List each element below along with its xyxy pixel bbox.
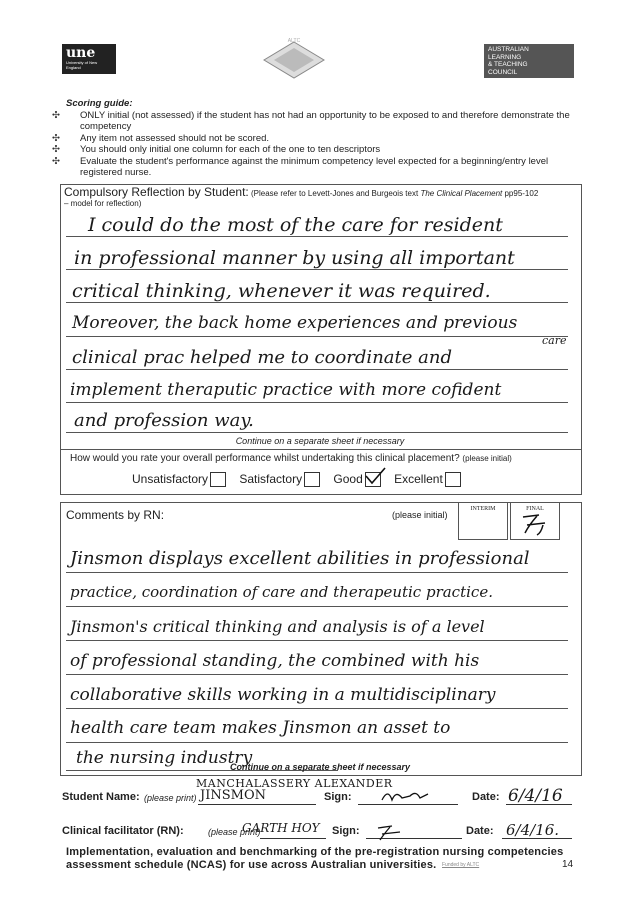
reflection-heading: Compulsory Reflection by Student: <box>64 185 249 199</box>
rating-question-row <box>70 453 580 464</box>
rn-comment-line: collaborative skills working in a multidisciplinary <box>70 685 496 705</box>
reflection-line: and profession way. <box>74 410 254 431</box>
interim-box[interactable] <box>458 502 508 540</box>
scoring-guide-item: ✣ ONLY initial (not assessed) if the student has not had an opportunity to be exposed to and therefore demonstrate the competency <box>52 109 570 132</box>
student-row <box>62 788 582 810</box>
writing-line <box>66 742 568 743</box>
altc-line-2: LEARNING <box>488 53 522 61</box>
reflection-line: I could do the most of the care for resident <box>88 214 503 236</box>
rating-question: How would you rate your overall performance whilst undertaking this clinical placement? <box>70 453 460 464</box>
student-sign-label: Sign: <box>324 791 352 803</box>
writing-line <box>66 269 568 270</box>
cross-bullet-icon: ✣ <box>52 155 60 167</box>
writing-line <box>66 640 568 641</box>
reflection-care-insert: care <box>542 334 567 347</box>
reflection-line: critical thinking, whenever it was required. <box>72 280 491 302</box>
rating-options <box>132 472 572 487</box>
diamond-logo-icon <box>262 40 326 80</box>
cross-bullet-icon: ✣ <box>52 109 60 121</box>
scoring-guide-item: ✣ You should only initial one column for each of the one to ten descriptors <box>52 144 381 155</box>
facilitator-row <box>62 822 582 844</box>
writing-line <box>66 336 568 337</box>
rn-continue-note: Continue on a separate sheet if necessary <box>230 762 411 772</box>
rating-question-note: (please initial) <box>462 454 512 463</box>
scoring-guide-title: Scoring guide: <box>66 98 133 109</box>
final-box[interactable] <box>510 502 560 540</box>
footer-line-1: Implementation, evaluation and benchmarking of the pre-registration nursing competencies <box>66 846 564 858</box>
student-name-value: JINSMON <box>200 788 266 803</box>
rn-please-initial: (please initial) <box>392 510 448 520</box>
checkbox[interactable] <box>304 472 320 487</box>
writing-line <box>66 572 568 573</box>
footer-line-2: assessment schedule (NCAS) for use across Australian universities. <box>66 859 437 871</box>
student-print-hint: (please print) <box>144 793 197 803</box>
reflection-continue-note: Continue on a separate sheet if necessary <box>235 436 405 446</box>
reflection-pages: pp95-102 <box>502 189 539 198</box>
reflection-line: in professional manner by using all important <box>74 247 515 269</box>
checkbox[interactable] <box>210 472 226 487</box>
rn-comments-heading: Comments by RN: <box>66 508 165 522</box>
altc-line-4: COUNCIL <box>488 68 518 76</box>
writing-line <box>66 236 568 237</box>
facilitator-signature-icon <box>374 822 404 842</box>
facilitator-date-value: 6/4/16. <box>506 821 560 839</box>
checkmark-icon <box>364 467 386 485</box>
facilitator-name-value: GARTH HOY <box>242 821 320 835</box>
student-name-above: MANCHALASSERY ALEXANDER <box>196 777 393 790</box>
writing-line <box>66 432 568 433</box>
student-date-label: Date: <box>472 791 500 803</box>
rn-comment-line: Jinsmon's critical thinking and analysis is of a level <box>70 617 485 636</box>
rating-option-unsatisfactory[interactable]: Unsatisfactory <box>132 472 229 486</box>
student-name-label: Student Name: <box>62 791 140 803</box>
une-logo <box>62 44 116 74</box>
cross-bullet-icon: ✣ <box>52 132 60 144</box>
rn-comment-line: of professional standing, the combined with his <box>70 651 480 671</box>
facilitator-date-label: Date: <box>466 825 494 837</box>
rating-option-excellent[interactable]: Excellent <box>394 472 461 486</box>
writing-line <box>66 302 568 303</box>
rating-option-good[interactable]: Good <box>333 472 384 486</box>
altc-logo <box>484 44 574 78</box>
reflection-line: clinical prac helped me to coordinate and <box>72 347 452 368</box>
interim-label: INTERIM <box>470 506 496 512</box>
scoring-guide <box>52 98 578 179</box>
reflection-instruction: (Please refer to Levett-Jones and Burgeois text <box>251 189 421 198</box>
altc-line-3: & TEACHING <box>488 61 528 68</box>
writing-line <box>66 674 568 675</box>
scoring-guide-item: ✣ Evaluate the student's performance against the minimum competency level expected for a beginning/entry level registered nurse. <box>52 155 549 178</box>
facilitator-print-hint: (please print) <box>208 827 261 837</box>
reflection-line: Moreover, the back home experiences and previous <box>72 313 518 333</box>
cross-bullet-icon: ✣ <box>52 144 60 155</box>
rn-comment-line: health care team makes Jinsmon an asset to <box>70 718 451 738</box>
page-number: 14 <box>562 859 574 870</box>
une-logo-text: une <box>66 45 96 61</box>
facilitator-sign-label: Sign: <box>332 825 360 837</box>
checkbox[interactable] <box>445 472 461 487</box>
initial-mark-icon <box>515 511 555 537</box>
reflection-book: The Clinical Placement <box>420 189 503 198</box>
footer-small-note: Funded by ALTC <box>442 862 480 868</box>
student-date-value: 6/4/16 <box>508 786 563 806</box>
writing-line <box>66 606 568 607</box>
student-signature-icon <box>380 786 430 806</box>
rn-comment-line: the nursing industry <box>76 748 253 768</box>
une-logo-sub: University of New England <box>66 60 98 70</box>
reflection-heading-block <box>64 187 576 209</box>
writing-line <box>66 708 568 709</box>
scoring-guide-item: ✣ Any item not assessed should not be scored. <box>52 132 270 144</box>
checkbox-checked[interactable] <box>365 472 381 487</box>
writing-line <box>66 369 568 370</box>
rn-comment-line: Jinsmon displays excellent abilities in professional <box>70 548 530 569</box>
final-label: FINAL <box>526 506 544 512</box>
center-logo <box>262 40 326 80</box>
center-logo-text: ALTC <box>287 38 301 44</box>
reflection-line: implement theraputic practice with more cofident <box>70 380 502 400</box>
rn-comment-line: practice, coordination of care and therapeutic practice. <box>70 583 493 601</box>
rating-option-satisfactory[interactable]: Satisfactory <box>239 472 323 486</box>
writing-line <box>66 402 568 403</box>
reflection-instruction-tail: – model for reflection) <box>64 199 142 208</box>
altc-line-1: AUSTRALIAN <box>488 46 529 53</box>
facilitator-label: Clinical facilitator (RN): <box>62 825 184 837</box>
facilitator-name-field[interactable] <box>260 838 326 839</box>
student-name-field[interactable] <box>198 804 316 805</box>
